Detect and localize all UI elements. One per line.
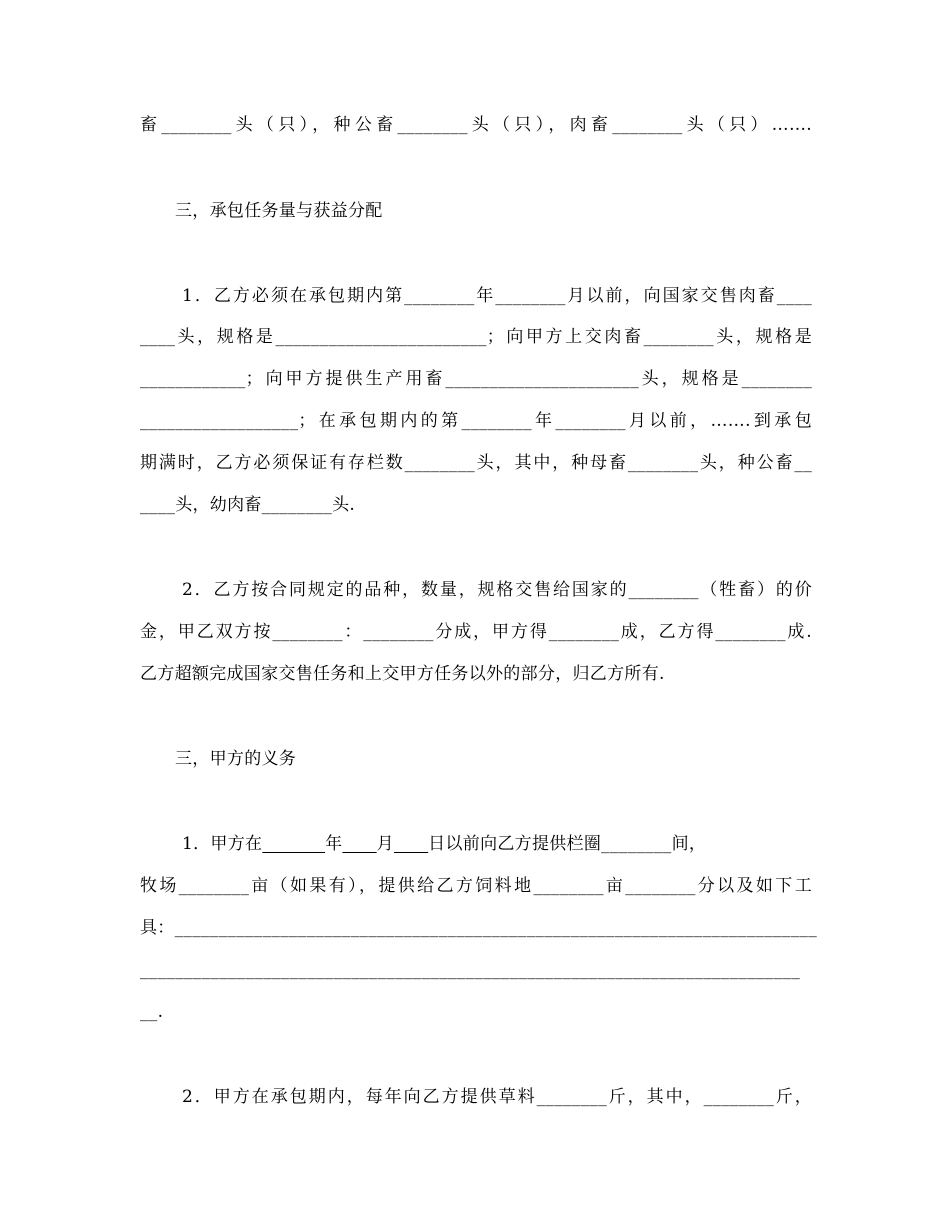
text-segment: 日以前向乙方提供栏圈________间，: [428, 834, 707, 854]
text-line: ____头，幼肉畜________头.: [140, 495, 356, 515]
text-line: 金，甲乙双方按________：________分成，甲方得________成，乙方得________成.: [140, 622, 812, 642]
text-line: ____头，规格是________________________；向甲方上交肉畜________头，规格是: [140, 327, 812, 347]
text-line: __________________；在承包期内的第________年________月以前，…….到承包: [140, 411, 812, 431]
text-line: 2．甲方在承包期内，每年向乙方提供草料________斤，其中，________斤，: [182, 1087, 812, 1107]
blank-underline: [394, 834, 428, 854]
blank-underline: [342, 834, 376, 854]
text-segment: 年: [325, 834, 343, 854]
text-line: 牧场________亩（如果有），提供给乙方饲料地________亩________分以及如下工: [140, 876, 812, 896]
text-line: 1．乙方必须在承包期内第________年________月以前，向国家交售肉畜____: [182, 286, 812, 306]
text-line: __.: [140, 1002, 164, 1022]
blank-underline: [262, 834, 325, 854]
text-line: ___________________________________________________________________________: [140, 960, 800, 980]
text-line: 2．乙方按合同规定的品种，数量，规格交售给国家的________（牲畜）的价: [182, 580, 812, 600]
text-line: ____________；向甲方提供生产用畜______________________头，规格是________: [140, 369, 812, 389]
text-segment: 1．甲方在: [182, 834, 263, 854]
text-line: 畜________头（只），种公畜________头（只），肉畜________头（只）…….: [140, 115, 812, 135]
section-heading: 三，甲方的义务: [175, 749, 297, 769]
text-line: 乙方超额完成国家交售任务和上交甲方任务以外的部分，归乙方所有.: [140, 664, 665, 684]
text-segment: 月: [376, 834, 394, 854]
text-line: 期满时，乙方必须保证有存栏数________头，其中，种母畜________头，种公畜__: [140, 453, 812, 473]
section-heading: 三，承包任务量与获益分配: [175, 201, 383, 221]
text-line: 具：_________________________________________________________________________: [140, 918, 817, 938]
text-line: [182, 833, 812, 855]
